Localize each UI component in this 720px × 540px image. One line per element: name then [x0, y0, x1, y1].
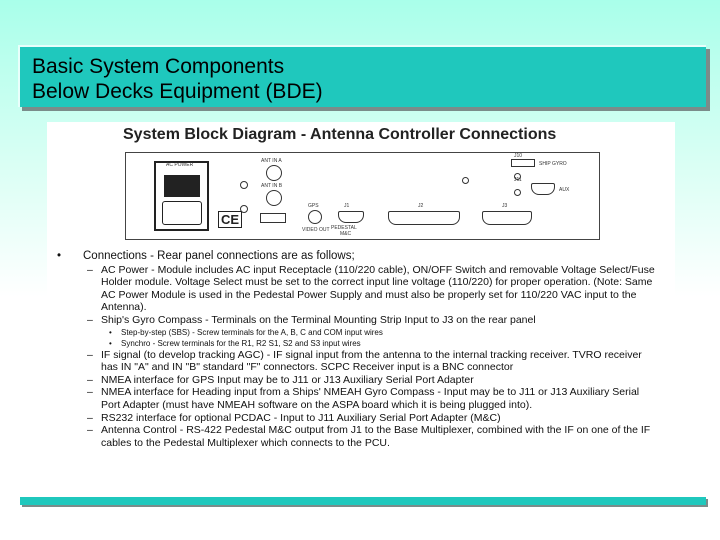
dash-icon: – [87, 386, 93, 399]
dash-icon: – [87, 348, 93, 361]
ant-in-b-connector-icon [266, 190, 282, 206]
list-item: – NMEA interface for GPS Input may be to J11 or J13 Auxiliary Serial Port Adapter [87, 373, 474, 386]
j11-label: J11 [514, 177, 522, 183]
j3-label: J3 [502, 203, 508, 209]
dash-icon: – [87, 313, 93, 326]
dash-icon: – [87, 263, 93, 276]
gps-connector-icon [308, 210, 322, 224]
j2-label: J2 [418, 203, 424, 209]
slide-title-line-1: Basic System Components [32, 55, 285, 78]
dash-icon: – [87, 411, 93, 424]
ac-power-label: AC POWER [166, 162, 194, 168]
list-item: – NMEA interface for Heading input from a Ships' NMEAH Gyro Compass - Input may be to J11 or J13 Auxiliary Serial Port Adapter (must have NMEAH software on the ASPA board which it is being plugged into). [87, 386, 640, 411]
slide-image [47, 122, 675, 494]
pedestal-label: PEDESTAL [331, 225, 357, 231]
connections-list [47, 250, 675, 449]
bullet-icon: • [57, 250, 62, 262]
screw-icon [240, 205, 248, 213]
j1-label: J1 [344, 203, 350, 209]
list-item: – AC Power - Module includes AC input Receptacle (110/220 cable), ON/OFF Switch and removable Voltage Select/Fuse Holder module. Voltage Select must be set to the correct input line voltage (110/220) for proper operation. (Note: Same AC Power Module is used in the Pedestal Power Supply and must also be properly set for 110/220 VAC input to the Antenna). [87, 263, 655, 314]
list-subitem: • Synchro - Screw terminals for the R1, R2 S1, S2 and S3 input wires [109, 338, 361, 348]
dash-icon: – [87, 373, 93, 386]
list-item: – Antenna Control - RS-422 Pedestal M&C output from J1 to the Base Multiplexer, combined with the IF on one of the IF cables to the Pedestal Multiplexer which connects to the PCU. [87, 424, 651, 449]
list-item: – RS232 interface for optional PCDAC - Input to J11 Auxiliary Serial Port Adapter (M&C) [87, 411, 501, 424]
ce-mark: CE [218, 211, 242, 228]
power-receptacle-icon [162, 201, 202, 225]
j10-label: J10 [514, 153, 523, 159]
diagram-title: System Block Diagram - Antenna Controller Connections [123, 126, 557, 143]
bullet-icon: • [109, 338, 112, 348]
screw-icon [462, 177, 469, 184]
dash-icon: – [87, 424, 93, 437]
list-subitem: • Step-by-step (SBS) - Screw terminals for the A, B, C and COM input wires [109, 327, 383, 337]
j2-connector-icon [388, 211, 460, 225]
j11-connector-icon [531, 183, 555, 195]
label-plate [260, 213, 286, 223]
ant-in-a-label: ANT IN A [261, 158, 282, 164]
ac-power-module [154, 161, 209, 231]
ant-in-b-label: ANT IN B [261, 183, 283, 189]
aux-label: AUX [559, 187, 570, 193]
power-switch-icon [164, 175, 200, 197]
gps-label: GPS [308, 203, 319, 209]
video-out-label: VIDEO OUT [302, 227, 330, 233]
slide-title-box [18, 45, 706, 107]
screw-icon [514, 189, 521, 196]
slide-footer-bar [20, 497, 706, 505]
j3-connector-icon [482, 211, 532, 225]
list-item: – Ship's Gyro Compass - Terminals on the Terminal Mounting Strip Input to J3 on the rear panel [87, 313, 536, 326]
rear-panel-diagram [125, 152, 600, 240]
bullet-icon: • [109, 327, 112, 337]
mc-label: M&C [340, 231, 352, 237]
j10-connector-icon [511, 159, 535, 167]
screw-icon [514, 173, 521, 180]
ant-in-a-connector-icon [266, 165, 282, 181]
slide-title-line-2: Below Decks Equipment (BDE) [32, 80, 323, 103]
j1-connector-icon [338, 211, 364, 223]
connections-header: • Connections - Rear panel connections are as follows; [57, 250, 355, 262]
screw-icon [240, 181, 248, 189]
list-item: – IF signal (to develop tracking AGC) - IF signal input from the antenna to the internal tracking receiver. TVRO receiver has IN "A" and IN "B" standard "F" connectors. SCPC Receiver input is a BNC connector [87, 348, 642, 374]
gyro-label: SHIP GYRO [539, 161, 567, 167]
